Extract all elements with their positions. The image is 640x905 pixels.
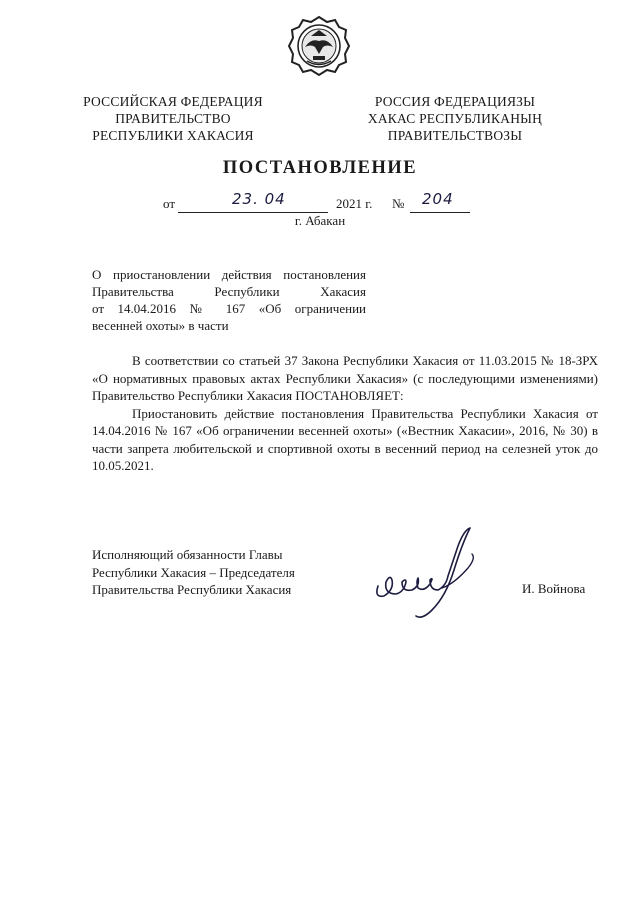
number-sign: № [392, 196, 405, 211]
header-right-line: ПРАВИТЕЛЬСТВОЗЫ [387, 128, 523, 143]
signatory-position-line: Правительства Республики Хакасия [92, 582, 292, 597]
header-right-block [355, 93, 555, 144]
signatory-name: И. Войнова [522, 581, 586, 596]
subject-block [92, 266, 366, 334]
header-left-line: РОССИЙСКАЯ ФЕДЕРАЦИЯ [83, 94, 263, 109]
header-right-line: ХАКАС РЕСПУБЛИКАНЫҢ [367, 111, 543, 126]
signatory-position-line: Республики Хакасия – Председателя [92, 564, 295, 580]
subject-line: весенней охоты» в части [92, 318, 229, 333]
subject-line: от 14.04.2016 № 167 «Об ограничении [92, 301, 366, 316]
body-paragraph: В соответствии со статьей 37 Закона Республики Хакасия от 11.03.2015 № 18-ЗРХ «О нормативных правовых актах Республики Хакасия» (с последующими изменениями) Правительство Республики Хакасия ПОСТАНОВЛЯЕТ: [92, 353, 598, 403]
subject-line: О приостановлении действия постановления [92, 267, 366, 282]
coat-of-arms-emblem [287, 14, 351, 78]
signatory-position-line: Исполняющий обязанности Главы [92, 547, 283, 562]
body-paragraph: Приостановить действие постановления Правительства Республики Хакасия от 14.04.2016 № 167 «Об ограничении весенней охоты» («Вестник Хакасии», 2016, № 30) в части запрета любительской и спортивной охоты в весенний период на селезней уток до 10.05.2021. [92, 405, 598, 473]
handwritten-signature [372, 524, 502, 626]
header-left-line: РЕСПУБЛИКИ ХАКАСИЯ [92, 128, 254, 143]
handwritten-date: 23. 04 [232, 190, 286, 208]
document-title: ПОСТАНОВЛЕНИЕ [222, 158, 418, 178]
date-prefix: от [163, 196, 176, 211]
header-left-line: ПРАВИТЕЛЬСТВО [115, 111, 231, 126]
date-year: 2021 г. [336, 196, 373, 211]
header-left-block [78, 93, 268, 144]
subject-line: Правительства Республики Хакасия [92, 284, 366, 299]
city-name: г. Абакан [294, 213, 346, 228]
header-right-line: РОССИЯ ФЕДЕРАЦИЯЗЫ [374, 94, 536, 109]
document-body [92, 352, 598, 475]
signatory-position [92, 546, 295, 599]
handwritten-number: 204 [422, 190, 454, 208]
